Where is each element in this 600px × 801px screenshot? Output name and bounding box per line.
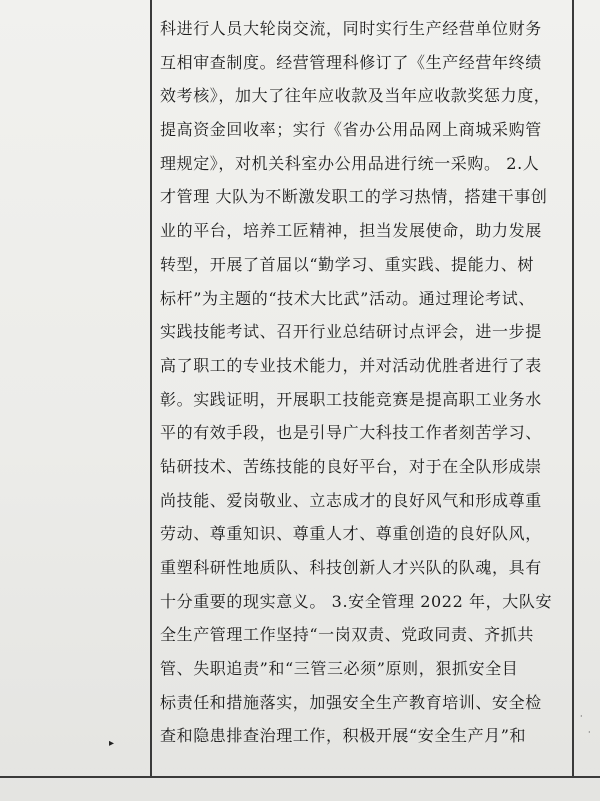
- table-right-border: [572, 0, 574, 778]
- table-bottom-border: [0, 776, 600, 778]
- body-text: [160, 12, 568, 753]
- text-line: 管、失职追责”和“三管三必须”原则，狠抓安全目: [160, 659, 519, 679]
- text-line: 标责任和措施落实，加强安全生产教育培训、安全检: [160, 692, 542, 712]
- text-line: 才管理 大队为不断激发职工的学习热情，搭建干事创: [160, 187, 548, 207]
- table-left-border: [150, 0, 152, 778]
- text-line: 提高资金回收率；实行《省办公用品网上商城采购管: [160, 120, 542, 140]
- text-line: 标杆”为主题的“技术大比武”活动。通过理论考试、: [160, 288, 535, 308]
- text-line: 效考核》，加大了往年应收款及当年应收款奖惩力度，: [160, 86, 551, 106]
- text-line: 尚技能、爱岗敬业、立志成才的良好风气和形成尊重: [160, 490, 542, 510]
- text-line: 科进行人员大轮岗交流，同时实行生产经营单位财务: [160, 19, 542, 38]
- text-line: 业的平台，培养工匠精神，担当发展使命，助力发展: [160, 221, 542, 241]
- text-line: 全生产管理工作坚持“一岗双责、党政同责、齐抓共: [160, 625, 534, 645]
- scan-speck: ·: [588, 728, 591, 737]
- text-line: 理规定》，对机关科室办公用品进行统一采购。 2.人: [160, 153, 540, 173]
- text-line: 实践技能考试、召开行业总结研讨点评会，进一步提: [160, 322, 542, 342]
- text-line: 重塑科研性地质队、科技创新人才兴队的队魂，具有: [160, 558, 542, 577]
- text-line: 转型，开展了首届以“勤学习、重实践、提能力、树: [160, 254, 534, 274]
- text-line: 劳动、尊重知识、尊重人才、尊重创造的良好队风，: [160, 524, 542, 544]
- text-line: 高了职工的专业技术能力，并对活动优胜者进行了表: [160, 355, 542, 375]
- text-line: 平的有效手段，也是引导广大科技工作者刻苦学习、: [160, 423, 542, 443]
- text-line: 互相审查制度。经营管理科修订了《生产经营年终绩: [160, 52, 542, 72]
- text-line: 查和隐患排查治理工作，积极开展“安全生产月”和: [160, 726, 527, 746]
- text-line: 钻研技术、苦练技能的良好平台，对于在全队形成崇: [160, 456, 542, 476]
- scan-speck: ·: [580, 712, 583, 721]
- margin-mark: ▸: [109, 738, 115, 749]
- text-line: 十分重要的现实意义。 3.安全管理 2022 年，大队安: [160, 591, 553, 611]
- text-line: 彰。实践证明，开展职工技能竞赛是提高职工业务水: [160, 389, 542, 409]
